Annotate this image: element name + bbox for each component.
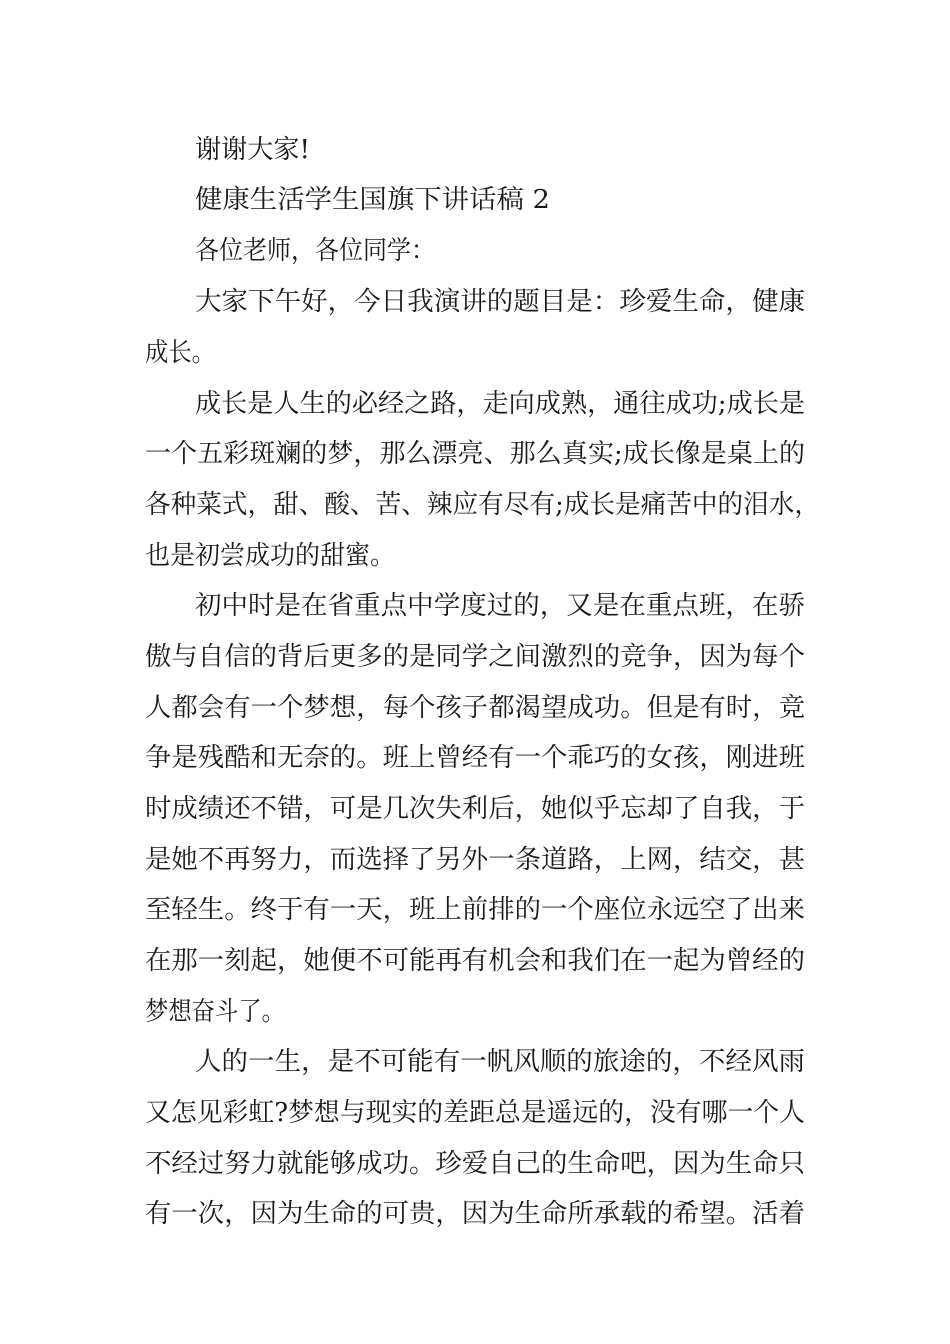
text-line — [0, 941, 950, 981]
line-text: 初中时是在省重点中学度过的，又是在重点班，在骄 — [195, 591, 805, 621]
line-text: 各位老师，各位同学： — [195, 236, 435, 266]
line-text: 成长。 — [145, 338, 215, 368]
text-line — [0, 586, 950, 626]
line-text: 不经过努力就能够成功。珍爱自己的生命吧，因为生命只 — [145, 1149, 805, 1179]
text-line — [0, 688, 950, 728]
text-line — [0, 1042, 950, 1082]
text-line — [0, 1093, 950, 1133]
text-line — [0, 992, 950, 1032]
text-line — [0, 536, 950, 576]
line-text: 傲与自信的背后更多的是同学之间激烈的竞争，因为每个 — [145, 642, 805, 672]
line-text: 有一次，因为生命的可贵，因为生命所承载的希望。活着 — [145, 1199, 805, 1229]
text-line — [0, 890, 950, 930]
text-line — [0, 637, 950, 677]
text-line — [0, 1194, 950, 1234]
line-text: 谢谢大家! — [195, 135, 310, 165]
text-line — [0, 282, 950, 322]
text-line — [0, 434, 950, 474]
line-text: 梦想奋斗了。 — [145, 997, 285, 1027]
line-text: 人都会有一个梦想，每个孩子都渴望成功。但是有时，竞 — [145, 693, 805, 723]
text-line — [0, 384, 950, 424]
line-text: 也是初尝成功的甜蜜。 — [145, 541, 395, 571]
text-line — [0, 130, 950, 170]
text-line — [0, 840, 950, 880]
text-line — [0, 485, 950, 525]
line-text: 是她不再努力，而选择了另外一条道路，上网，结交，甚 — [145, 845, 805, 875]
line-text: 健康生活学生国旗下讲话稿 2 — [195, 185, 550, 215]
line-text: 又怎见彩虹?梦想与现实的差距总是遥远的，没有哪一个人 — [145, 1098, 805, 1128]
line-text: 一个五彩斑斓的梦，那么漂亮、那么真实;成长像是桌上的 — [145, 439, 805, 469]
text-line — [0, 738, 950, 778]
text-line — [0, 333, 950, 373]
line-text: 成长是人生的必经之路，走向成熟，通往成功;成长是 — [195, 389, 805, 419]
text-line — [0, 789, 950, 829]
line-text: 时成绩还不错，可是几次失利后，她似乎忘却了自我，于 — [145, 794, 805, 824]
line-text: 至轻生。终于有一天，班上前排的一个座位永远空了出来 — [145, 895, 805, 925]
line-text: 争是残酷和无奈的。班上曾经有一个乖巧的女孩，刚进班 — [145, 743, 805, 773]
line-text: 在那一刻起，她便不可能再有机会和我们在一起为曾经的 — [145, 946, 805, 976]
line-text: 人的一生，是不可能有一帆风顺的旅途的，不经风雨 — [195, 1047, 805, 1077]
text-line — [0, 231, 950, 271]
text-line — [0, 1144, 950, 1184]
line-text: 各种菜式，甜、酸、苦、辣应有尽有;成长是痛苦中的泪水， — [145, 490, 820, 520]
line-text: 大家下午好，今日我演讲的题目是：珍爱生命，健康 — [195, 287, 805, 317]
section-heading — [0, 180, 950, 220]
